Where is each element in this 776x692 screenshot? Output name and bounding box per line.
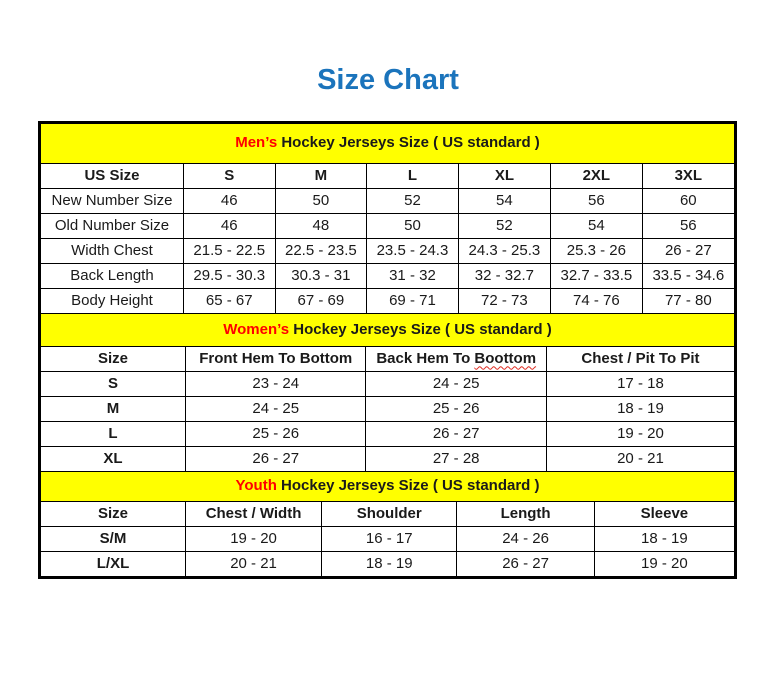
header-cell: 3XL <box>642 164 734 189</box>
value-cell: 31 - 32 <box>367 264 459 289</box>
value-cell: 24.3 - 25.3 <box>458 239 550 264</box>
value-cell: 27 - 28 <box>366 447 546 472</box>
row-label-cell: M <box>41 397 186 422</box>
value-cell: 24 - 25 <box>366 372 546 397</box>
value-cell: 46 <box>183 189 275 214</box>
header-cell: L <box>367 164 459 189</box>
table-row <box>41 289 735 314</box>
value-cell: 54 <box>551 214 643 239</box>
header-row <box>41 347 735 372</box>
header-cell: Size <box>41 502 186 527</box>
value-cell: 19 - 20 <box>186 527 322 552</box>
size-chart-tables <box>38 121 737 579</box>
header-cell: M <box>275 164 367 189</box>
value-cell: 18 - 19 <box>594 527 734 552</box>
section-band-row <box>41 124 735 164</box>
size-table-mens <box>40 123 735 314</box>
value-cell: 29.5 - 30.3 <box>183 264 275 289</box>
value-cell: 50 <box>275 189 367 214</box>
table-row <box>41 527 735 552</box>
table-row <box>41 264 735 289</box>
value-cell: 33.5 - 34.6 <box>642 264 734 289</box>
table-row <box>41 239 735 264</box>
value-cell: 69 - 71 <box>367 289 459 314</box>
header-row <box>41 502 735 527</box>
value-cell: 46 <box>183 214 275 239</box>
header-cell: Front Hem To Bottom <box>186 347 366 372</box>
row-label-cell: Width Chest <box>41 239 184 264</box>
value-cell: 25 - 26 <box>186 422 366 447</box>
table-row <box>41 189 735 214</box>
table-row <box>41 447 735 472</box>
table-row <box>41 397 735 422</box>
size-table-youth <box>40 471 735 577</box>
value-cell: 26 - 27 <box>457 552 594 577</box>
table-row <box>41 422 735 447</box>
value-cell: 19 - 20 <box>546 422 734 447</box>
value-cell: 32 - 32.7 <box>458 264 550 289</box>
page-title: Size Chart <box>317 64 459 96</box>
header-cell: Chest / Pit To Pit <box>546 347 734 372</box>
header-cell: S <box>183 164 275 189</box>
band-rest-text: Hockey Jerseys Size ( US standard ) <box>276 477 540 495</box>
table-row <box>41 214 735 239</box>
header-cell: Shoulder <box>322 502 457 527</box>
band-highlight-text: Men’s <box>235 134 278 152</box>
value-cell: 16 - 17 <box>322 527 457 552</box>
value-cell: 17 - 18 <box>546 372 734 397</box>
row-label-cell: Body Height <box>41 289 184 314</box>
section-band-mens <box>41 124 735 164</box>
value-cell: 25.3 - 26 <box>551 239 643 264</box>
header-row <box>41 164 735 189</box>
header-cell: Sleeve <box>594 502 734 527</box>
value-cell: 22.5 - 23.5 <box>275 239 367 264</box>
band-highlight-text: Women’s <box>223 320 290 338</box>
section-band-youth <box>41 472 735 502</box>
value-cell: 26 - 27 <box>366 422 546 447</box>
value-cell: 56 <box>551 189 643 214</box>
value-cell: 25 - 26 <box>366 397 546 422</box>
row-label-cell: L/XL <box>41 552 186 577</box>
value-cell: 26 - 27 <box>642 239 734 264</box>
value-cell: 18 - 19 <box>322 552 457 577</box>
value-cell: 20 - 21 <box>546 447 734 472</box>
value-cell: 30.3 - 31 <box>275 264 367 289</box>
value-cell: 60 <box>642 189 734 214</box>
row-label-cell: L <box>41 422 186 447</box>
section-band-row <box>41 314 735 347</box>
row-label-cell: Old Number Size <box>41 214 184 239</box>
value-cell: 20 - 21 <box>186 552 322 577</box>
table-row <box>41 372 735 397</box>
value-cell: 24 - 25 <box>186 397 366 422</box>
header-cell: Length <box>457 502 594 527</box>
row-label-cell: New Number Size <box>41 189 184 214</box>
value-cell: 52 <box>458 214 550 239</box>
header-cell: Size <box>41 347 186 372</box>
value-cell: 77 - 80 <box>642 289 734 314</box>
value-cell: 24 - 26 <box>457 527 594 552</box>
value-cell: 72 - 73 <box>458 289 550 314</box>
value-cell: 26 - 27 <box>186 447 366 472</box>
value-cell: 54 <box>458 189 550 214</box>
value-cell: 32.7 - 33.5 <box>551 264 643 289</box>
value-cell: 56 <box>642 214 734 239</box>
size-table-womens <box>40 313 735 472</box>
misspelled-word: Boottom <box>474 349 537 367</box>
row-label-cell: S <box>41 372 186 397</box>
value-cell: 74 - 76 <box>551 289 643 314</box>
value-cell: 50 <box>367 214 459 239</box>
header-cell: US Size <box>41 164 184 189</box>
value-cell: 21.5 - 22.5 <box>183 239 275 264</box>
band-rest-text: Hockey Jerseys Size ( US standard ) <box>277 134 540 152</box>
value-cell: 23 - 24 <box>186 372 366 397</box>
table-row <box>41 552 735 577</box>
value-cell: 52 <box>367 189 459 214</box>
value-cell: 18 - 19 <box>546 397 734 422</box>
value-cell: 19 - 20 <box>594 552 734 577</box>
header-cell: XL <box>458 164 550 189</box>
section-band-row <box>41 472 735 502</box>
value-cell: 67 - 69 <box>275 289 367 314</box>
row-label-cell: XL <box>41 447 186 472</box>
header-cell: Back Hem To Boottom <box>366 347 546 372</box>
value-cell: 48 <box>275 214 367 239</box>
value-cell: 23.5 - 24.3 <box>367 239 459 264</box>
header-cell: Chest / Width <box>186 502 322 527</box>
section-band-womens <box>41 314 735 347</box>
band-rest-text: Hockey Jerseys Size ( US standard ) <box>289 320 552 338</box>
band-highlight-text: Youth <box>235 477 277 495</box>
row-label-cell: Back Length <box>41 264 184 289</box>
value-cell: 65 - 67 <box>183 289 275 314</box>
row-label-cell: S/M <box>41 527 186 552</box>
header-cell: 2XL <box>551 164 643 189</box>
